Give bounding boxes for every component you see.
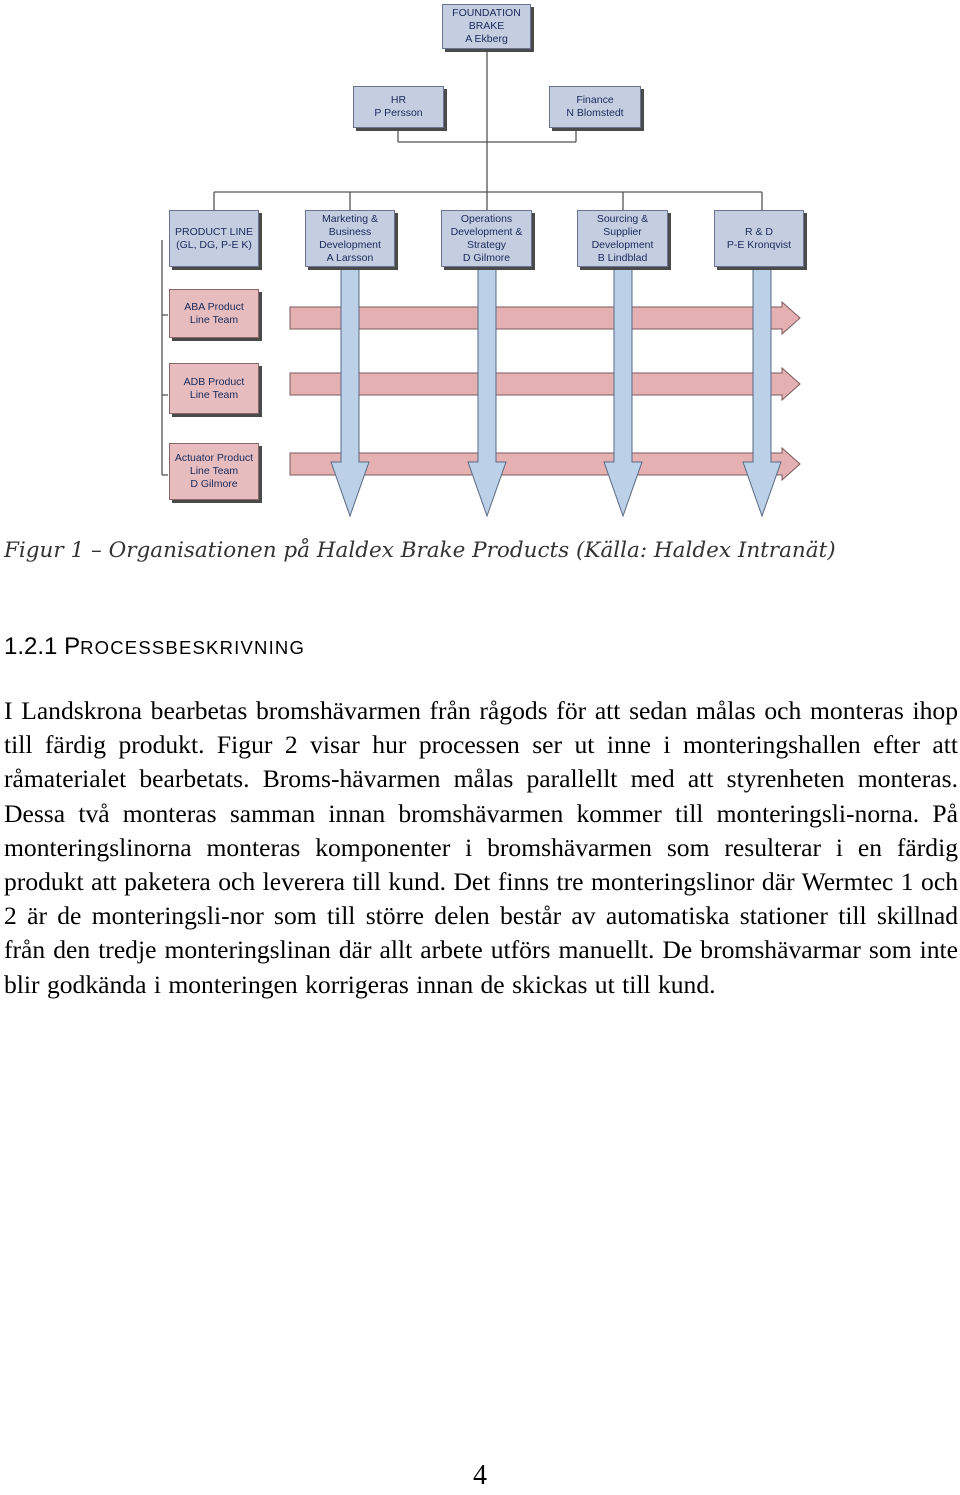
operations-line-2: Development & [450, 225, 523, 238]
figure-caption: Figur 1 – Organisationen på Haldex Brake Products (Källa: Haldex Intranät) [4, 538, 836, 563]
sourcing-line-4: B Lindblad [597, 251, 648, 264]
finance-line-2: N Blomstedt [566, 107, 624, 119]
actuator-line-2: Line Team [189, 465, 239, 477]
top-line-1: FOUNDATION [452, 7, 521, 19]
hr-line-2: P Persson [374, 107, 423, 119]
marketing-line-3: Development [319, 238, 381, 251]
sourcing-line-1: Sourcing & [596, 212, 649, 225]
actuator-line-3: D Gilmore [190, 478, 238, 490]
marketing-box [305, 210, 395, 267]
foundation-brake-box [442, 4, 531, 49]
hr-line-1: HR [390, 94, 407, 106]
arrow-adb-team [290, 368, 800, 400]
adb-line-1: ADB Product [183, 375, 245, 388]
actuator-line-1: Actuator Product [174, 452, 254, 464]
body-paragraph: I Landskrona bearbetas bromshävarmen från rågods för att sedan målas och monteras ihop till färdig produkt. Figur 2 visar hur processen ser ut inne i monteringshallen efter att råmaterialet bearbetats. Broms-hävarmen målas parallellt med att styrenheten monteras. Dessa två monteras samman innan bromshävarmen kommer till monteringsli-norna. På monteringslinorna monteras komponenter i bromshävarmen som resulterar i en färdig produkt att paketera och leverera till kund. Det finns tre monteringslinor där Wermtec 1 och 2 är de monteringsli-nor som till större delen består av automatiska stationer till skillnad från den tredje monteringslinan där allt arbete utförs manuellt. De bromshävarmar som inte blir godkända i monteringen korrigeras innan de skickas ut till kund. [4, 696, 958, 999]
horizontal-arrows [290, 302, 800, 480]
product-line-1: PRODUCT LINE [175, 225, 253, 238]
marketing-line-4: A Larsson [326, 251, 374, 264]
finance-box [549, 86, 641, 128]
section-title-rest: ROCESSBESKRIVNING [80, 637, 306, 658]
sourcing-line-2: Supplier [603, 225, 642, 238]
rnd-line-2: P-E Kronqvist [726, 238, 792, 251]
section-title-initial: P [64, 633, 81, 660]
actuator-team-box [169, 443, 259, 500]
rnd-line-1: R & D [744, 225, 773, 238]
product-line-box [169, 210, 259, 267]
aba-team-box [169, 289, 259, 338]
operations-box [441, 210, 532, 267]
arrow-aba-team [290, 302, 800, 334]
section-heading [4, 633, 305, 661]
top-line-3: A Ekberg [465, 33, 508, 45]
sourcing-box [577, 210, 668, 267]
rnd-box [714, 210, 804, 267]
operations-line-3: Strategy [466, 238, 507, 251]
product-line-2: (GL, DG, P-E K) [176, 238, 252, 251]
adb-line-2: Line Team [189, 388, 239, 401]
finance-line-1: Finance [576, 94, 614, 106]
section-number: 1.2.1 [4, 633, 58, 660]
marketing-line-1: Marketing & [321, 212, 379, 225]
top-line-2: BRAKE [468, 20, 505, 32]
page-number: 4 [473, 1460, 487, 1491]
aba-line-2: Line Team [189, 313, 239, 326]
operations-line-4: D Gilmore [462, 251, 511, 264]
operations-line-1: Operations [460, 212, 513, 225]
sourcing-line-3: Development [591, 238, 654, 251]
adb-team-box [169, 363, 259, 414]
hr-box [353, 86, 444, 128]
marketing-line-2: Business [328, 225, 372, 238]
aba-line-1: ABA Product [184, 300, 244, 313]
